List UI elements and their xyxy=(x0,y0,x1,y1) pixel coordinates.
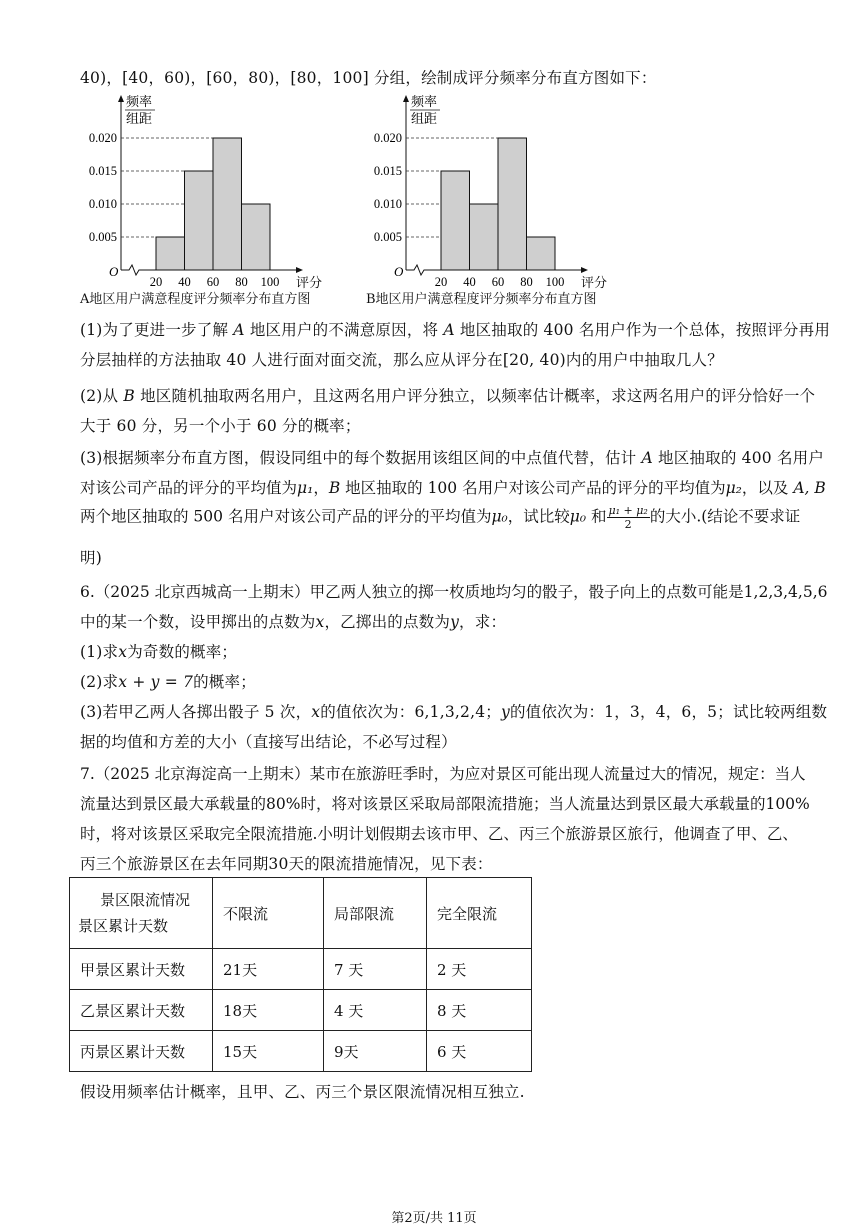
intro-line: 40)，[40，60)，[60，80)，[80，100] 分组，绘制成评分频率分布直方图如下： xyxy=(80,69,657,87)
table-cell: 18天 xyxy=(213,990,324,1031)
hist-a-x-tick-label: 80 xyxy=(235,275,248,289)
restriction-days-table xyxy=(69,877,532,1072)
hist-a-y-tick-label: 0.015 xyxy=(88,164,117,178)
q7-line4: 丙三个旅游景区在去年同期30天的限流措施情况，见下表： xyxy=(80,855,493,873)
q6-line2: 中的某一个数，设甲掷出的点数为x，乙掷出的点数为y，求： xyxy=(80,613,507,631)
table-row xyxy=(70,1031,532,1072)
hist-a-bar xyxy=(213,138,242,270)
hist-b-bar xyxy=(470,204,499,270)
q7-line3: 时，将对该景区采取完全限流措施.小明计划假期去该市甲、乙、丙三个旅游景区旅行，他调查了甲、乙、 xyxy=(80,825,798,843)
hist-a-ylabel-den: 组距 xyxy=(126,111,153,126)
hist-b-x-tick-label: 40 xyxy=(463,275,476,289)
header-no-restriction: 不限流 xyxy=(213,878,324,949)
hist-a-x-tick-label: 60 xyxy=(206,275,220,289)
hist-b-x-axis-arrow xyxy=(581,267,588,273)
q5-part3-line2: 对该公司产品的评分的平均值为μ₁，B 地区抽取的 100 名用户对该公司产品的评分的平均值为μ₂，以及 A, B xyxy=(80,479,826,497)
histogram-b-caption: B地区用户满意程度评分频率分布直方图 xyxy=(366,292,597,307)
hist-a-y-axis-arrow xyxy=(118,95,124,102)
table-cell: 6 天 xyxy=(427,1031,532,1072)
hist-b-y-tick-label: 0.005 xyxy=(373,230,402,244)
hist-a-y-tick-label: 0.020 xyxy=(88,131,117,145)
header-full-restriction: 完全限流 xyxy=(427,878,532,949)
hist-a-x-tick-label: 20 xyxy=(149,275,163,289)
q5-part1-line1: (1)为了更进一步了解 A 地区用户的不满意原因，将 A 地区抽取的 400 名用户作为一个总体，按照评分再用 xyxy=(80,321,831,339)
hist-a-bar xyxy=(242,204,271,270)
table-cell: 7 天 xyxy=(324,949,427,990)
interval-20-40: [20, 40) xyxy=(502,351,566,369)
q5-part1-line2: 分层抽样的方法抽取 40 人进行面对面交流，那么应从评分在[20, 40)内的用户中抽取几人？ xyxy=(80,351,723,369)
hist-a-x-tick-label: 100 xyxy=(260,275,280,289)
page-footer: 第2页/共 11页 xyxy=(391,1211,477,1226)
q5-part2-line2: 大于 60 分，另一个小于 60 分的概率； xyxy=(80,417,361,435)
hist-a-x-axis-arrow xyxy=(296,267,303,273)
hist-b-x-tick-label: 80 xyxy=(520,275,533,289)
table-row xyxy=(70,949,532,990)
table-cell: 9天 xyxy=(324,1031,427,1072)
histogram-b xyxy=(363,92,613,292)
hist-a-bar xyxy=(156,237,185,270)
q6-sub2: (2)求x + y = 7的概率； xyxy=(80,673,256,691)
q7-line2: 流量达到景区最大承载量的80%时，将对该景区采取局部限流措施；当人流量达到景区最大承载量的100% xyxy=(80,795,810,813)
q7-line1: 7.（2025 北京海淀高一上期末）某市在旅游旺季时，为应对景区可能出现人流量过大的情况，规定：当人 xyxy=(80,765,806,783)
q6-sub1: (1)求x为奇数的概率； xyxy=(80,643,238,661)
hist-b-xlabel: 评分 xyxy=(581,275,608,290)
q7-after-table: 假设用频率估计概率，且甲、乙、丙三个景区限流情况相互独立. xyxy=(80,1083,525,1101)
table-corner-cell: 景区限流情况 景区累计天数 xyxy=(70,878,213,949)
q5-part2-line1: (2)从 B 地区随机抽取两名用户，且这两名用户评分独立，以频率估计概率，求这两名用户的评分恰好一个 xyxy=(80,387,816,405)
q6-sub3-line1: (3)若甲乙两人各掷出骰子 5 次，x的值依次为：6,1,3,2,4；y的值依次为：1，3，4，6，5；试比较两组数 xyxy=(80,703,828,721)
table-cell: 15天 xyxy=(213,1031,324,1072)
hist-b-ylabel-den: 组距 xyxy=(411,111,438,126)
row-label: 乙景区累计天数 xyxy=(70,990,213,1031)
row-label: 丙景区累计天数 xyxy=(70,1031,213,1072)
hist-a-x-tick-label: 40 xyxy=(178,275,191,289)
table-cell: 21天 xyxy=(213,949,324,990)
q5-part3-line4: 明) xyxy=(80,549,102,567)
table-cell: 8 天 xyxy=(427,990,532,1031)
table-row xyxy=(70,990,532,1031)
hist-a-y-tick-label: 0.005 xyxy=(88,230,117,244)
hist-b-bar xyxy=(498,138,527,270)
header-partial-restriction: 局部限流 xyxy=(324,878,427,949)
q5-part3-line1: (3)根据频率分布直方图，假设同组中的每个数据用该组区间的中点值代替，估计 A 地区抽取的 400 名用户 xyxy=(80,449,825,467)
table-cell: 2 天 xyxy=(427,949,532,990)
row-label: 甲景区累计天数 xyxy=(70,949,213,990)
hist-b-y-tick-label: 0.010 xyxy=(373,197,402,211)
hist-a-xlabel: 评分 xyxy=(296,275,323,290)
hist-b-ylabel-num: 频率 xyxy=(411,94,438,109)
hist-a-bar xyxy=(185,171,214,270)
hist-b-y-tick-label: 0.015 xyxy=(373,164,402,178)
histogram-a-svg xyxy=(78,92,328,292)
hist-b-x-tick-label: 100 xyxy=(545,275,565,289)
fraction-mu1-plus-mu2-over-2: $\frac{\text{μ₁ + μ₂}}{2}$ xyxy=(608,504,648,531)
hist-b-x-tick-label: 20 xyxy=(434,275,448,289)
histogram-b-svg xyxy=(363,92,613,292)
table-header-row xyxy=(70,878,532,949)
q6-line1: 6.（2025 北京西城高一上期末）甲乙两人独立的掷一枚质地均匀的骰子，骰子向上的点数可能是1,2,3,4,5,6 xyxy=(80,583,828,601)
hist-b-bar xyxy=(441,171,470,270)
hist-b-origin-label: O xyxy=(394,264,404,279)
histogram-a-caption: A地区用户满意程度评分频率分布直方图 xyxy=(80,292,311,307)
hist-a-y-tick-label: 0.010 xyxy=(88,197,117,211)
hist-b-bar xyxy=(527,237,556,270)
q5-part3-line3: 两个地区抽取的 500 名用户对该公司产品的评分的平均值为μ₀，试比较μ₀ 和 $\frac{\text{μ₁ + μ₂}}{2}$ 的大小.(结论不要求证 xyxy=(80,504,801,531)
table-cell: 4 天 xyxy=(324,990,427,1031)
hist-b-y-tick-label: 0.020 xyxy=(373,131,402,145)
hist-a-origin-label: O xyxy=(109,264,119,279)
q6-sub3-line2: 据的均值和方差的大小（直接写出结论，不必写过程） xyxy=(80,733,457,751)
histogram-a xyxy=(78,92,328,292)
hist-a-ylabel-num: 频率 xyxy=(126,94,153,109)
hist-b-x-tick-label: 60 xyxy=(491,275,505,289)
hist-b-y-axis-arrow xyxy=(403,95,409,102)
